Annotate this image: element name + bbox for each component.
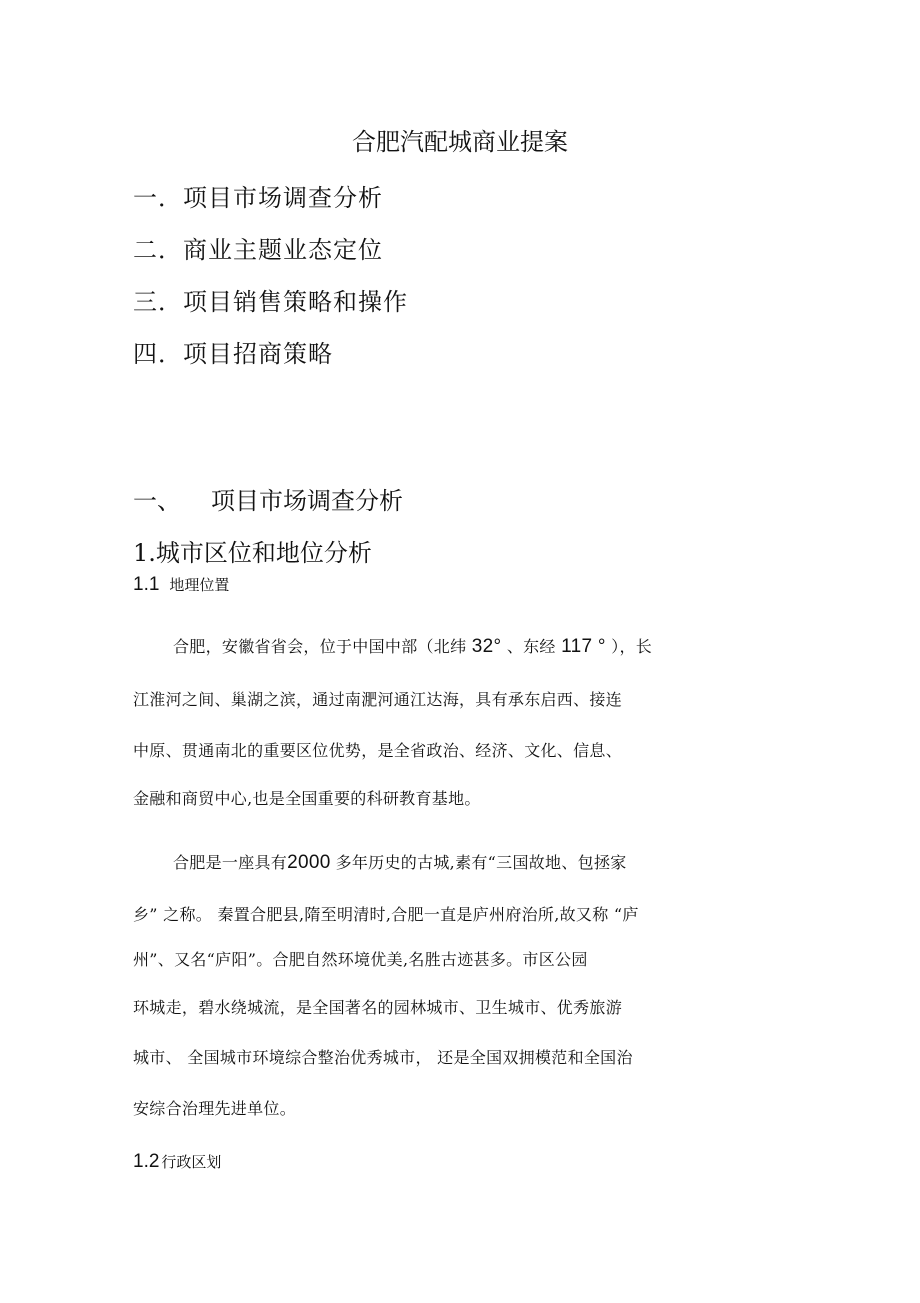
paragraph-2-line-5: 城市、 全国城市环境综合整治优秀城市， 还是全国双拥模范和全国治 [133,1048,633,1067]
year-value: 2000 [287,852,331,873]
document-title: 合肥汽配城商业提案 [352,128,568,156]
heading-number: 1.2 [133,1151,160,1172]
subsection-heading-1-2 [133,1151,221,1173]
paragraph-2-line-3: 州”、又名“庐阳”。合肥自然环境优美,名胜古迹甚多。市区公园 [133,950,588,969]
paragraph-1-line-3: 中原、贯通南北的重要区位优势，是全省政治、经济、文化、信息、 [133,741,623,760]
toc-item-1: 一．项目市场调查分析 [133,184,383,212]
heading-text: 地理位置 [169,576,230,594]
text-run: 、东经 [506,637,556,656]
longitude-value: 117 ° [561,636,606,657]
paragraph-1-line-4: 金融和商贸中心,也是全国重要的科研教育基地。 [133,789,481,808]
text-run: 合肥，安徽省省会，位于中国中部（北纬 [173,637,467,656]
heading-text: 行政区划 [161,1153,222,1171]
latitude-value: 32° [471,636,502,657]
text-run: 合肥是一座具有 [173,853,288,872]
paragraph-2-line-6: 安综合治理先进单位。 [133,1099,297,1118]
paragraph-1-line-1 [173,634,652,658]
section-heading [133,481,403,516]
toc-item-3: 三．项目销售策略和操作 [133,288,408,316]
paragraph-2-line-2: 乡” 之称。 秦置合肥县,隋至明清时,合肥一直是庐州府治所,故又称 “庐 [133,905,639,924]
toc-item-4: 四．项目招商策略 [133,340,333,368]
section-heading-text: 项目市场调查分析 [211,487,403,515]
section-heading-number: 一、 [133,487,181,515]
text-run: ），长 [611,637,653,656]
heading-number: 1.1 [133,574,160,595]
toc-item-2: 二．商业主题业态定位 [133,236,383,264]
paragraph-1-line-2: 江淮河之间、巢湖之滨，通过南淝河通江达海，具有承东启西、接连 [133,690,623,709]
paragraph-2-line-1 [173,850,627,874]
subsection-heading-1-1 [133,574,229,596]
paragraph-2-line-4: 环城走，碧水绕城流，是全国著名的园林城市、卫生城市、优秀旅游 [133,998,623,1017]
text-run: 多年历史的古城,素有“三国故地、包拯家 [335,853,627,872]
subsection-heading-1: 1.城市区位和地位分析 [133,539,372,567]
